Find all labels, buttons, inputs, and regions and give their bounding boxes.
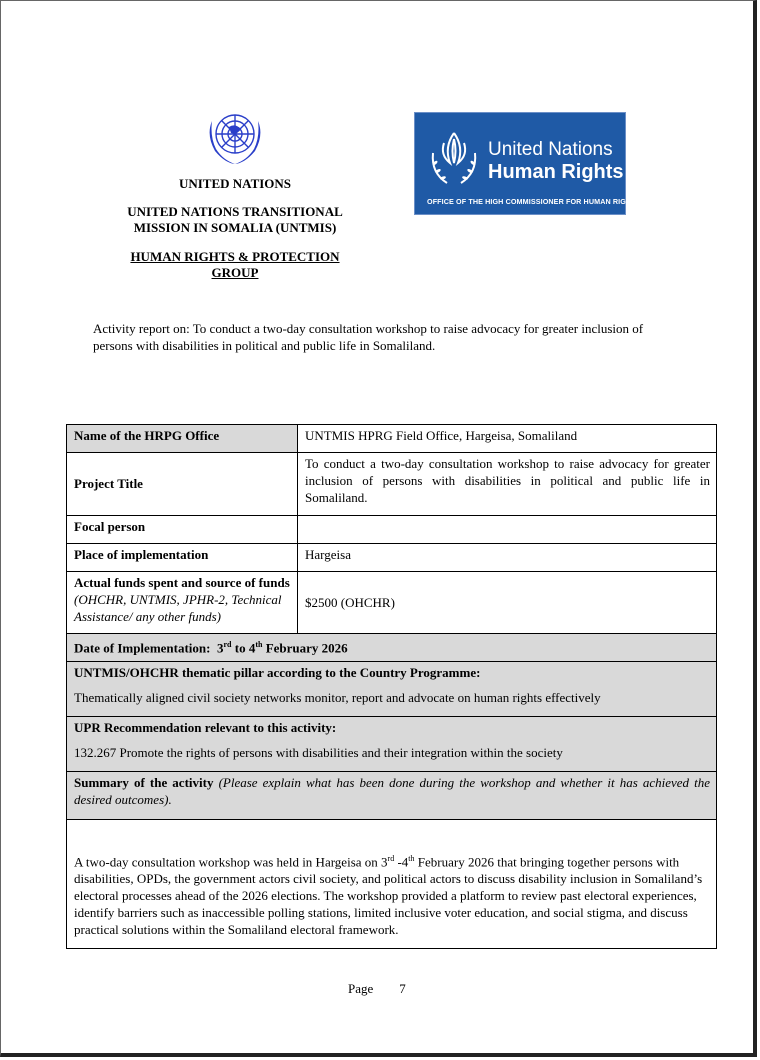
- summary-sup-1: rd: [387, 854, 395, 863]
- un-emblem-icon: [203, 107, 267, 167]
- row-funds: [67, 572, 717, 634]
- focal-value: [298, 516, 717, 544]
- flame-laurel-icon: [425, 125, 483, 193]
- row-pillar: [67, 662, 717, 717]
- mission-heading: [110, 204, 360, 236]
- upr-label: UPR Recommendation relevant to this activity:: [74, 720, 337, 735]
- place-value: Hargeisa: [298, 544, 717, 572]
- page-number: 7: [399, 981, 406, 996]
- summary-part-1: A two-day consultation workshop was held in Hargeisa on 3: [74, 854, 388, 870]
- page-label: Page: [348, 981, 374, 996]
- ohchr-logo: [414, 112, 641, 215]
- activity-intro: Activity report on: To conduct a two-day consultation workshop to raise advocacy for greater inclusion of persons with disabilities in political and public life in Somaliland.: [93, 321, 644, 353]
- date-start-suffix: rd: [223, 640, 232, 649]
- date-cell: [67, 634, 717, 662]
- pillar-cell: [67, 662, 717, 717]
- pillar-value: Thematically aligned civil society networks monitor, report and advocate on human rights effectively: [74, 690, 601, 705]
- row-title: [67, 453, 717, 516]
- summary-header-cell: [67, 772, 717, 820]
- summary-part-2: -4: [394, 854, 409, 870]
- date-label: Date of Implementation:: [74, 640, 211, 656]
- upr-value: 132.267 Promote the rights of persons with disabilities and their integration within the society: [74, 745, 563, 760]
- title-value: To conduct a two-day consultation workshop to raise advocacy for greater inclusion of persons with disabilities in political and public life in Somaliland.: [298, 453, 717, 516]
- funds-note: (OHCHR, UNTMIS, JPHR-2, Technical Assistance/ any other funds): [74, 592, 282, 624]
- date-start: 3: [216, 640, 224, 656]
- row-summary-header: [67, 772, 717, 820]
- office-label: Name of the HRPG Office: [67, 425, 298, 453]
- summary-note: (Please explain what has been done during the workshop and whether it has achieved the desired outcomes).: [74, 775, 711, 807]
- summary-sup-2: th: [408, 854, 415, 863]
- upr-cell: [67, 717, 717, 772]
- funds-label-cell: [67, 572, 298, 634]
- row-date: [67, 634, 717, 662]
- row-upr: [67, 717, 717, 772]
- page-footer: [348, 981, 406, 997]
- funds-label: Actual funds spent and source of funds: [74, 575, 290, 590]
- title-label: Project Title: [67, 453, 298, 516]
- summary-text-cell: [67, 820, 717, 949]
- org-name: UNITED NATIONS: [178, 176, 292, 191]
- pillar-label: UNTMIS/OHCHR thematic pillar according to the Country Programme:: [74, 665, 481, 680]
- org-heading: [110, 176, 360, 192]
- date-month-year: February 2026: [265, 640, 348, 656]
- mission-line-2: MISSION IN SOMALIA (UNTMIS): [133, 220, 337, 235]
- date-end-suffix: th: [255, 640, 263, 649]
- row-summary-text: [67, 820, 717, 949]
- summary-label: Summary of the activity: [74, 775, 214, 790]
- logo-line-3: OFFICE OF THE HIGH COMMISSIONER FOR HUMAN RIGHTS: [427, 197, 641, 206]
- row-office: [67, 425, 717, 453]
- group-heading: [110, 249, 360, 281]
- row-focal: [67, 516, 717, 544]
- date-to: to: [234, 640, 246, 656]
- logo-line-1: United Nations: [488, 139, 613, 160]
- office-value: UNTMIS HPRG Field Office, Hargeisa, Somaliland: [298, 425, 717, 453]
- mission-line-1: UNITED NATIONS TRANSITIONAL: [127, 204, 343, 219]
- group-line-1: HUMAN RIGHTS & PROTECTION: [130, 249, 340, 264]
- funds-value: $2500 (OHCHR): [298, 572, 717, 634]
- focal-label: Focal person: [67, 516, 298, 544]
- logo-line-2: Human Rights: [488, 161, 624, 183]
- place-label: Place of implementation: [67, 544, 298, 572]
- date-end: 4: [248, 640, 256, 656]
- row-place: [67, 544, 717, 572]
- summary-part-3: February 2026 that bringing together persons with disabilities, OPDs, the government actors civil society, and political actors to discuss disability inclusion in Somaliland’s electoral processes ahead of the 2026 elections. The workshop provided a platform to review past electoral experiences, identify barriers such as inaccessible polling stations, limited inclusive voter education, and social stigma, and discuss practical solutions within the Somaliland electoral framework.: [74, 854, 703, 938]
- group-line-2: GROUP: [211, 265, 259, 280]
- report-table: [66, 424, 717, 949]
